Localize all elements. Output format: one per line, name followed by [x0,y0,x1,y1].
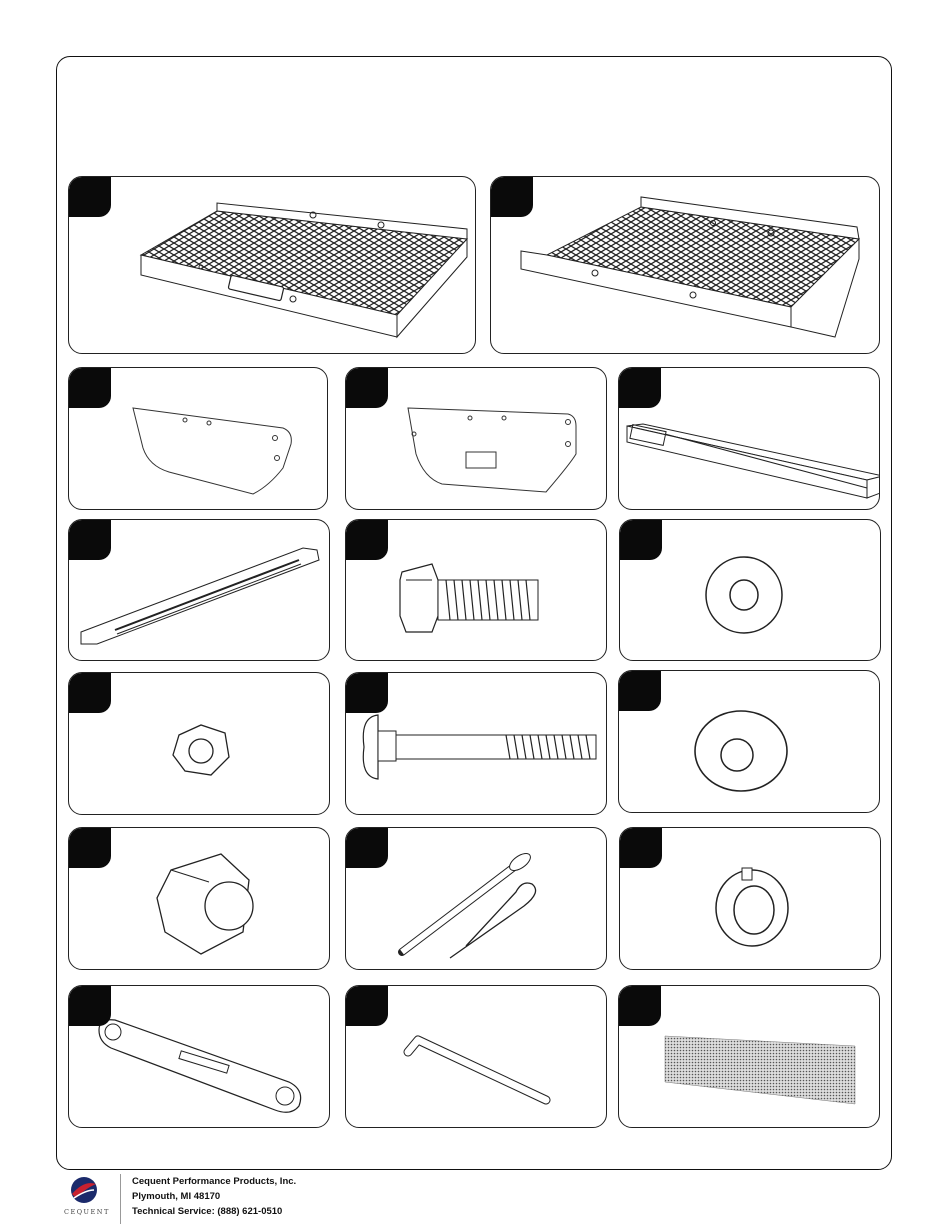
part-number-badge [346,828,388,868]
part-panel-hex-bolt [345,519,607,661]
company-city: Plymouth, MI 48170 [132,1191,221,1202]
part-number-badge [346,368,388,408]
part-panel-reflector-strip [618,985,880,1128]
part-number-badge [619,368,661,408]
part-panel-side-plate-large [345,367,607,510]
company-info [132,1174,296,1219]
logo-text: CEQUENT [64,1208,110,1216]
part-number-badge [619,986,661,1026]
part-number-badge [69,828,111,868]
cequent-logo-icon [60,1174,116,1226]
part-number-badge [491,177,533,217]
part-number-badge [620,828,662,868]
technical-service: Technical Service: (888) 621-0510 [132,1206,283,1217]
part-panel-wrench [68,985,330,1128]
part-panel-flat-washer-large [618,670,880,813]
part-panel-slotted-strap [68,519,330,661]
part-panel-lock-washer [619,827,881,970]
part-panel-hex-nut [68,827,330,970]
part-panel-square-tube [618,367,880,510]
part-number-badge [346,673,388,713]
part-number-badge [69,520,111,560]
part-panel-flat-washer-small [619,519,881,661]
part-number-badge [619,671,661,711]
basket-right-drawing [491,177,880,354]
part-number-badge [69,986,111,1026]
part-panel-hex-key [345,985,607,1128]
part-panel-basket-left [68,176,476,354]
company-name: Cequent Performance Products, Inc. [132,1176,297,1187]
part-panel-hitch-pin-clip [345,827,607,970]
part-number-badge [620,520,662,560]
part-panel-lock-nut [68,672,330,815]
part-panel-basket-right [490,176,880,354]
part-panel-side-plate-small [68,367,328,510]
part-number-badge [69,368,111,408]
footer [60,1172,360,1229]
footer-divider [120,1174,121,1224]
part-number-badge [346,520,388,560]
part-panel-carriage-bolt [345,672,607,815]
part-number-badge [346,986,388,1026]
part-number-badge [69,673,111,713]
basket-left-drawing [69,177,476,354]
part-number-badge [69,177,111,217]
